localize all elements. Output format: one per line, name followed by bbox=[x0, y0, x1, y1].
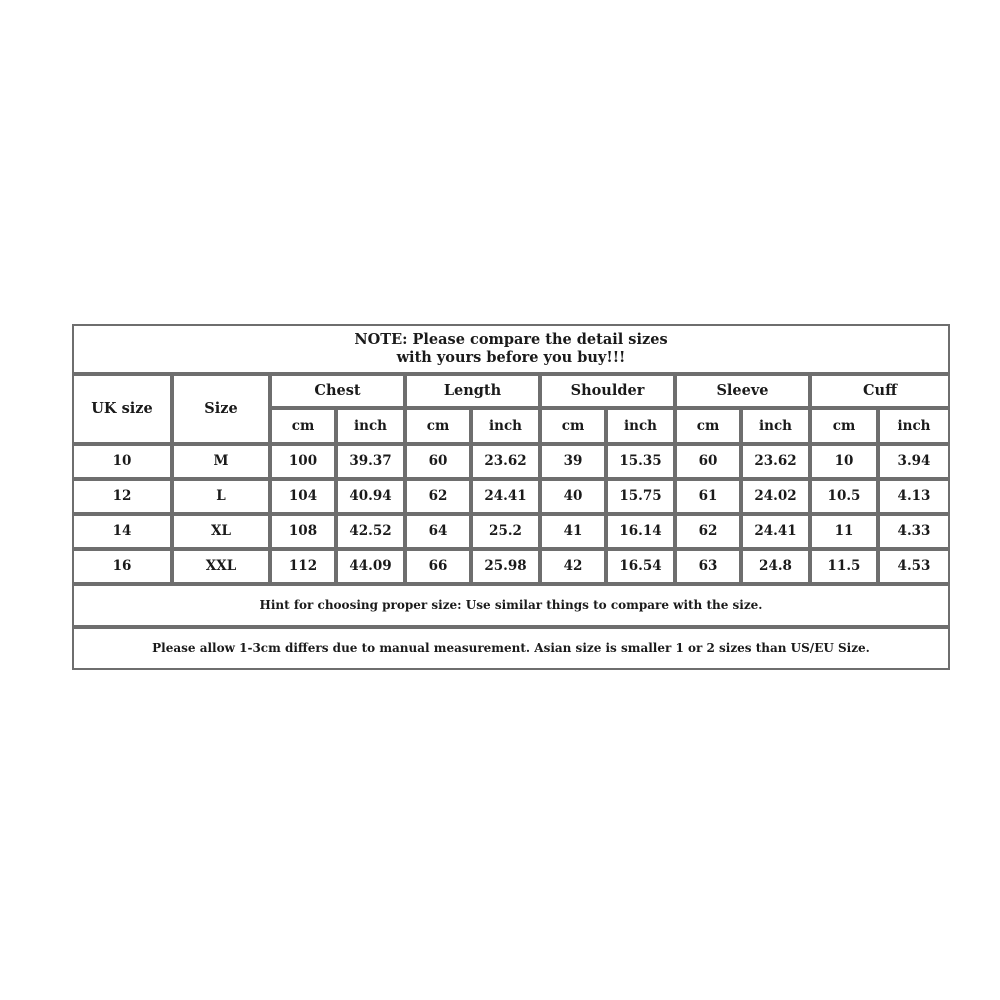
uk-size-cell: 12 bbox=[72, 479, 172, 514]
value-cell: 63 bbox=[675, 549, 741, 584]
size-cell: M bbox=[172, 444, 270, 479]
value-cell: 25.2 bbox=[471, 514, 540, 549]
unit-header: cm bbox=[540, 408, 606, 444]
value-cell: 11.5 bbox=[810, 549, 878, 584]
value-cell: 60 bbox=[675, 444, 741, 479]
value-cell: 42 bbox=[540, 549, 606, 584]
size-cell: XXL bbox=[172, 549, 270, 584]
unit-header: cm bbox=[270, 408, 336, 444]
unit-header: cm bbox=[405, 408, 471, 444]
note-cell bbox=[72, 324, 950, 374]
value-cell: 24.41 bbox=[741, 514, 810, 549]
value-cell: 40.94 bbox=[336, 479, 405, 514]
sleeve-header: Sleeve bbox=[675, 374, 810, 408]
unit-header: inch bbox=[471, 408, 540, 444]
value-cell: 64 bbox=[405, 514, 471, 549]
value-cell: 23.62 bbox=[741, 444, 810, 479]
size-cell: XL bbox=[172, 514, 270, 549]
value-cell: 10.5 bbox=[810, 479, 878, 514]
value-cell: 3.94 bbox=[878, 444, 950, 479]
uk-size-cell: 10 bbox=[72, 444, 172, 479]
unit-header: inch bbox=[606, 408, 675, 444]
uk-size-header: UK size bbox=[72, 374, 172, 444]
value-cell: 24.8 bbox=[741, 549, 810, 584]
value-cell: 66 bbox=[405, 549, 471, 584]
value-cell: 24.02 bbox=[741, 479, 810, 514]
value-cell: 39.37 bbox=[336, 444, 405, 479]
length-header: Length bbox=[405, 374, 540, 408]
value-cell: 108 bbox=[270, 514, 336, 549]
value-cell: 112 bbox=[270, 549, 336, 584]
value-cell: 62 bbox=[675, 514, 741, 549]
value-cell: 15.35 bbox=[606, 444, 675, 479]
value-cell: 41 bbox=[540, 514, 606, 549]
note-line-1: NOTE: Please compare the detail sizes bbox=[354, 330, 668, 348]
unit-header: cm bbox=[675, 408, 741, 444]
value-cell: 44.09 bbox=[336, 549, 405, 584]
unit-header: inch bbox=[878, 408, 950, 444]
value-cell: 100 bbox=[270, 444, 336, 479]
value-cell: 4.13 bbox=[878, 479, 950, 514]
value-cell: 61 bbox=[675, 479, 741, 514]
value-cell: 40 bbox=[540, 479, 606, 514]
value-cell: 4.33 bbox=[878, 514, 950, 549]
value-cell: 15.75 bbox=[606, 479, 675, 514]
value-cell: 16.14 bbox=[606, 514, 675, 549]
shoulder-header: Shoulder bbox=[540, 374, 675, 408]
unit-header: cm bbox=[810, 408, 878, 444]
value-cell: 60 bbox=[405, 444, 471, 479]
value-cell: 39 bbox=[540, 444, 606, 479]
size-cell: L bbox=[172, 479, 270, 514]
value-cell: 24.41 bbox=[471, 479, 540, 514]
unit-header: inch bbox=[336, 408, 405, 444]
unit-header: inch bbox=[741, 408, 810, 444]
cuff-header: Cuff bbox=[810, 374, 950, 408]
size-header: Size bbox=[172, 374, 270, 444]
value-cell: 23.62 bbox=[471, 444, 540, 479]
value-cell: 62 bbox=[405, 479, 471, 514]
value-cell: 25.98 bbox=[471, 549, 540, 584]
size-chart bbox=[72, 324, 950, 670]
note-line-2: with yours before you buy!!! bbox=[396, 349, 626, 366]
value-cell: 42.52 bbox=[336, 514, 405, 549]
footer-note-cell: Please allow 1-3cm differs due to manual measurement. Asian size is smaller 1 or 2 sizes than US/EU Size. bbox=[72, 627, 950, 670]
chest-header: Chest bbox=[270, 374, 405, 408]
uk-size-cell: 16 bbox=[72, 549, 172, 584]
value-cell: 10 bbox=[810, 444, 878, 479]
value-cell: 16.54 bbox=[606, 549, 675, 584]
value-cell: 104 bbox=[270, 479, 336, 514]
value-cell: 11 bbox=[810, 514, 878, 549]
uk-size-cell: 14 bbox=[72, 514, 172, 549]
hint-cell: Hint for choosing proper size: Use similar things to compare with the size. bbox=[72, 584, 950, 627]
value-cell: 4.53 bbox=[878, 549, 950, 584]
